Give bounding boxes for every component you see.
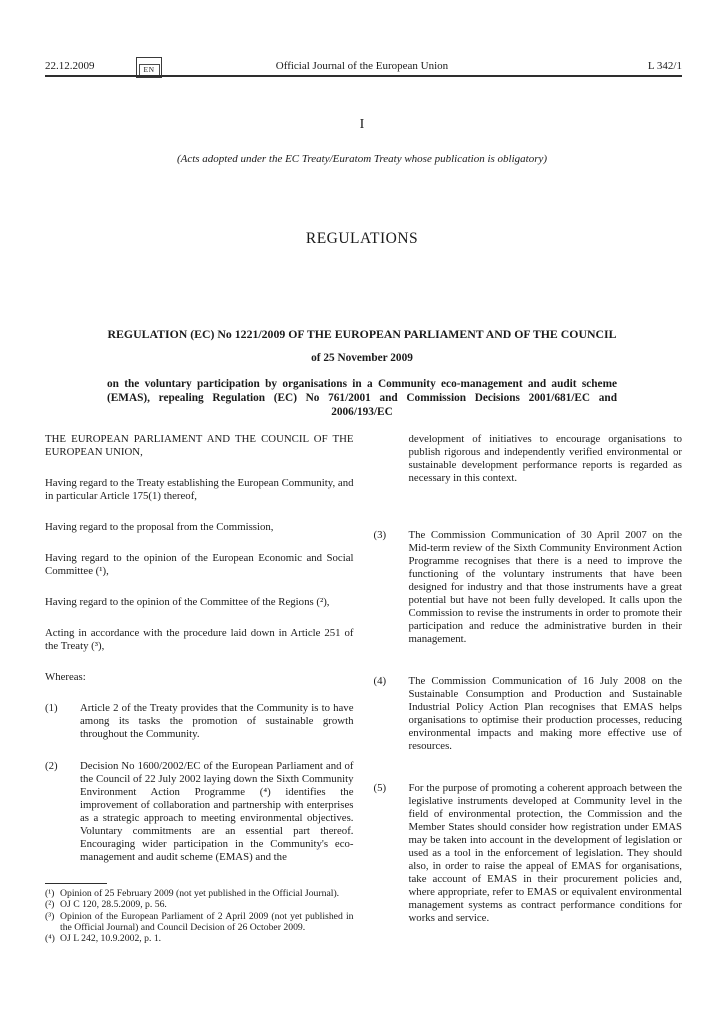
footnote-3	[45, 911, 354, 934]
footnote-text: Opinion of the European Parliament of 2 April 2009 (not yet published in the Official Journal) and Council Decision of 26 October 2009.	[60, 910, 354, 933]
recital-2-continuation: development of initiatives to encourage organisations to publish rigorous and independently verified environmental or sustainable development performance reports is regarded as necessary in this context.	[408, 433, 682, 484]
whereas-label: Whereas:	[45, 671, 86, 683]
recital-number: (2)	[45, 760, 58, 772]
recital-2	[45, 760, 354, 864]
recital-number: (5)	[373, 782, 387, 794]
recital-1	[45, 702, 354, 741]
body-columns	[45, 433, 682, 1011]
footnote-2	[45, 899, 354, 910]
recital-4	[374, 675, 683, 753]
header-journal-title: Official Journal of the European Union	[275, 60, 449, 72]
regulations-heading: REGULATIONS	[305, 230, 419, 247]
header-rule	[45, 75, 682, 77]
recital-5	[374, 782, 683, 925]
footnote-4	[45, 933, 354, 944]
preamble-paragraph: Acting in accordance with the procedure laid down in Article 251 of the Treaty (³),	[45, 627, 354, 652]
language-label: EN	[139, 64, 160, 76]
preamble-paragraph: THE EUROPEAN PARLIAMENT AND THE COUNCIL OF THE EUROPEAN UNION,	[45, 433, 354, 458]
recital-number: (4)	[373, 675, 387, 687]
regulation-subject: on the voluntary participation by organisations in a Community eco-management and audit scheme (EMAS), repealing Regulation (EC) No 761/2001 and Commission Decisions 2001/681/EC and 2006/193/EC	[107, 378, 617, 418]
preamble-paragraph: Having regard to the Treaty establishing the European Community, and in particular Article 175(1) thereof,	[45, 477, 354, 502]
footnotes-block	[45, 883, 354, 944]
footnote-number: (²)	[45, 899, 55, 911]
section-numeral: I	[359, 117, 365, 132]
footnote-text: OJ C 120, 28.5.2009, p. 56.	[60, 899, 167, 911]
acts-adoption-note: (Acts adopted under the EC Treaty/Euratom Treaty whose publication is obligatory)	[176, 153, 548, 165]
footnote-number: (³)	[45, 910, 55, 922]
recital-text: Decision No 1600/2002/EC of the European Parliament and of the Council of 22 July 2002 laying down the Sixth Community Environment Action Programme (⁴) identifies the improvement of collaboration and partnership with enterprises as a strategic approach to meeting environmental objectives. Voluntary commitments are an essential part thereof. Encouraging wider participation in the Community's eco-management and audit scheme (EMAS) and the	[80, 760, 354, 863]
regulation-title: REGULATION (EC) No 1221/2009 OF THE EUROPEAN PARLIAMENT AND OF THE COUNCIL	[107, 327, 617, 341]
recital-number: (3)	[373, 529, 387, 541]
preamble-paragraph: Having regard to the proposal from the Commission,	[45, 521, 274, 533]
footnote-text: Opinion of 25 February 2009 (not yet published in the Official Journal).	[60, 888, 340, 899]
preamble-paragraph: Having regard to the opinion of the Committee of the Regions (²),	[45, 596, 330, 608]
left-column	[45, 433, 354, 1011]
footnote-separator-rule	[45, 883, 107, 884]
recital-3	[374, 529, 683, 646]
footnote-text: OJ L 242, 10.9.2002, p. 1.	[60, 933, 162, 945]
recital-text: For the purpose of promoting a coherent approach between the legislative instruments developed at Community level in the field of environmental protection, the Commission and the Member States should consider how registration under EMAS may be taken into account in the development of legislation or used as a tool in the enforcement of legislation. They should also, in order to raise the appeal of EMAS for organisations, take account of EMAS in their procurement policies and, where appropriate, refer to EMAS or equivalent environmental management systems as contract performance conditions for works and service.	[408, 782, 682, 924]
footnote-number: (⁴)	[45, 933, 55, 945]
recital-number: (1)	[45, 702, 58, 714]
recital-text: The Commission Communication of 16 July 2008 on the Sustainable Consumption and Production and Sustainable Industrial Policy Action Plan recognises that EMAS helps organisations to optimise their production processes, reducing environmental impacts and making more effective use of resources.	[408, 675, 682, 752]
footnote-1	[45, 888, 354, 899]
regulation-date: of 25 November 2009	[311, 352, 413, 364]
regulation-title-block	[107, 327, 617, 419]
preamble-paragraph: Having regard to the opinion of the European Economic and Social Committee (¹),	[45, 552, 354, 577]
recital-text: Article 2 of the Treaty provides that the Community is to have among its tasks the promotion of sustainable growth throughout the Community.	[80, 702, 354, 740]
right-column	[374, 433, 683, 1011]
header-page-reference: L 342/1	[647, 60, 682, 72]
header-date: 22.12.2009	[45, 60, 95, 72]
recital-text: The Commission Communication of 30 April 2007 on the Mid-term review of the Sixth Community Environment Action Programme recognises that there is a need to improve the functioning of the voluntary instruments that have been designed for industry and that those instruments have a great potential but have not been fully developed. It calls upon the Commission to revise the instruments in order to promote their participation and reduce the administrative burden in their management.	[408, 529, 682, 645]
footnote-number: (¹)	[45, 888, 55, 899]
